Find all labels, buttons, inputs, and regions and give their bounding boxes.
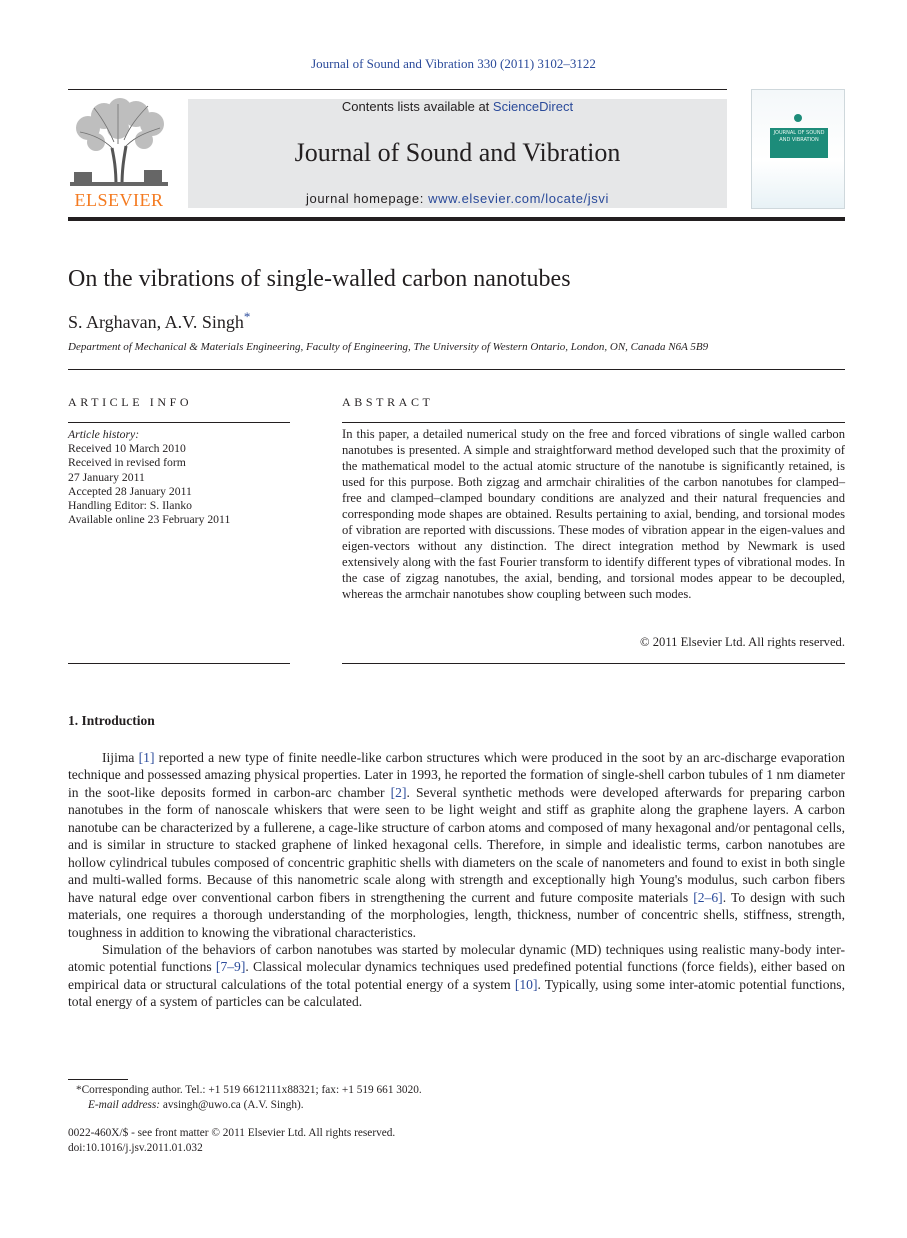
- reference-link[interactable]: [10]: [514, 976, 538, 992]
- history-item: 27 January 2011: [68, 470, 145, 484]
- article-info-rule: [68, 422, 290, 423]
- reference-link[interactable]: [1]: [138, 750, 155, 765]
- reference-link[interactable]: [2–6]: [693, 889, 723, 905]
- header-bottom-rule: [68, 217, 845, 221]
- article-info-bottom-rule: [68, 663, 290, 664]
- contents-prefix: Contents lists available at: [341, 99, 493, 114]
- email-address[interactable]: avsingh@uwo.ca (A.V. Singh).: [160, 1099, 304, 1112]
- article-info-heading: ARTICLE INFO: [68, 395, 193, 409]
- history-item: Accepted 28 January 2011: [68, 484, 192, 498]
- section-heading-introduction: 1. Introduction: [68, 713, 155, 728]
- affiliation-rule: [68, 369, 845, 370]
- abstract-bottom-rule: [342, 663, 845, 664]
- header-top-rule: [68, 89, 727, 90]
- cover-emblem-icon: [794, 114, 802, 122]
- article-history: [68, 428, 230, 527]
- abstract-rule: [342, 422, 845, 423]
- homepage-line: [188, 191, 727, 206]
- cover-title-panel: JOURNAL OF SOUND AND VIBRATION: [770, 128, 828, 158]
- history-title: Article history:: [68, 428, 140, 441]
- abstract-copyright: © 2011 Elsevier Ltd. All rights reserved.: [640, 635, 845, 649]
- corresponding-author-footnote: *Corresponding author. Tel.: +1 519 6612111x88321; fax: +1 519 661 3020.: [76, 1084, 422, 1096]
- elsevier-tree-icon: [68, 98, 170, 188]
- history-item: Handling Editor: S. Ilanko: [68, 499, 193, 513]
- article-title: On the vibrations of single-walled carbon nanotubes: [68, 266, 571, 292]
- corresponding-author-mark[interactable]: *: [243, 309, 251, 324]
- sciencedirect-link[interactable]: ScienceDirect: [492, 99, 574, 114]
- journal-citation[interactable]: Journal of Sound and Vibration 330 (2011) 3102–3122: [311, 56, 596, 71]
- reference-link[interactable]: [7–9]: [215, 959, 246, 975]
- author-affiliation: Department of Mechanical & Materials Engineering, Faculty of Engineering, The University of Western Ontario, London, ON, Canada N6A 5B9: [68, 341, 709, 353]
- introduction-paragraph-1: Iijima [1] reported a new type of finite needle-like carbon structures which were produced in the soot by an arc-discharge evaporation technique and possessed amazing physical properties. Later in 1993, he reported the formation of single-shell carbon tubules of 1 nm diameter in the soot-like deposits formed in carbon-arc chamber [2]. Several synthetic methods were developed afterwards for preparing carbon nanotubes in the form of nanoscale whiskers that were seen to be light weight and stiff as graphite along the graphene layers. A carbon nanotube can be characterized by a fullerene, a cage-like structure of carbon atoms and composed of many hexagonal and/or pentagonal cells, and is similar in structure to stacked graphene of linked hexagonal cells. Therefore, in simple and idealistic terms, carbon nanotubes are hollow cylindrical tubules composed of concentric graphitic shells with diameters on the scale of nanometers and found to exist in both single and multi-walled forms. Because of this nanometric scale along with strength and exceptionally high Young's modulus, such carbon fibers have natural edge over conventional carbon fibers in strengthening the current and future composite materials [2–6]. To design with such materials, one requires a thorough understanding of the morphologies, length, thickness, number of concentric shells, stiffness, strength, toughness in addition to knowing the vibrational characteristics.: [68, 750, 845, 940]
- contents-line: [188, 99, 727, 114]
- footnotes: [68, 1083, 422, 1114]
- homepage-link[interactable]: www.elsevier.com/locate/jsvi: [428, 191, 609, 206]
- elsevier-wordmark: ELSEVIER: [74, 190, 164, 210]
- introduction-body: [68, 749, 845, 1011]
- history-item: Received in revised form: [68, 456, 186, 470]
- abstract-heading: ABSTRACT: [342, 395, 434, 409]
- doi-line[interactable]: doi:10.1016/j.jsv.2011.01.032: [68, 1142, 203, 1154]
- history-item: Available online 23 February 2011: [68, 513, 231, 527]
- issn-line: 0022-460X/$ - see front matter © 2011 Elsevier Ltd. All rights reserved.: [68, 1127, 396, 1139]
- article-authors: [68, 309, 250, 333]
- abstract-body: In this paper, a detailed numerical study on the free and forced vibrations of single walled carbon nanotubes is presented. A simple and straightforward method developed such that the proximity of the mathematical model to the actual atomic structure of the nanotube is significantly retained, is used for this purpose. Both zigzag and armchair chiralities of the carbon nanotubes for clamped–free and clamped–clamped boundary conditions are analyzed and their natural frequencies and corresponding mode shapes are obtained. Results pertaining to axial, bending, and torsional modes of vibration are reported with discussions. These modes of vibration appear in the eigen-values and eigen-vectors without any distinction. The direct integration method by Newmark is used extensively along with the fast Fourier transform to identify different types of vibrational modes. In the case of zigzag nanotubes, the axial, bending, and torsional modes appear to be decoupled, whereas the armchair nanotubes show coupling between such modes.: [342, 427, 845, 601]
- author-names: S. Arghavan, A.V. Singh: [68, 312, 244, 332]
- introduction-paragraph-2: Simulation of the behaviors of carbon nanotubes was started by molecular dynamic (MD) techniques using realistic many-body inter-atomic potential functions [7–9]. Classical molecular dynamics techniques used predefined potential functions (force fields), either based on empirical data or structural calculations of the total potential energy of a system [10]. Typically, using some inter-atomic potential functions, total energy of a system of particles can be calculated.: [68, 941, 845, 1010]
- history-item: Received 10 March 2010: [68, 442, 186, 456]
- email-footnote: [68, 1098, 422, 1113]
- homepage-prefix: journal homepage:: [306, 191, 429, 206]
- email-label: E-mail address:: [88, 1099, 161, 1112]
- journal-title: Journal of Sound and Vibration: [294, 138, 621, 167]
- issn-block: [68, 1126, 395, 1156]
- footnote-rule: [68, 1079, 128, 1080]
- reference-link[interactable]: [2]: [390, 784, 407, 800]
- journal-cover-image[interactable]: [751, 89, 845, 209]
